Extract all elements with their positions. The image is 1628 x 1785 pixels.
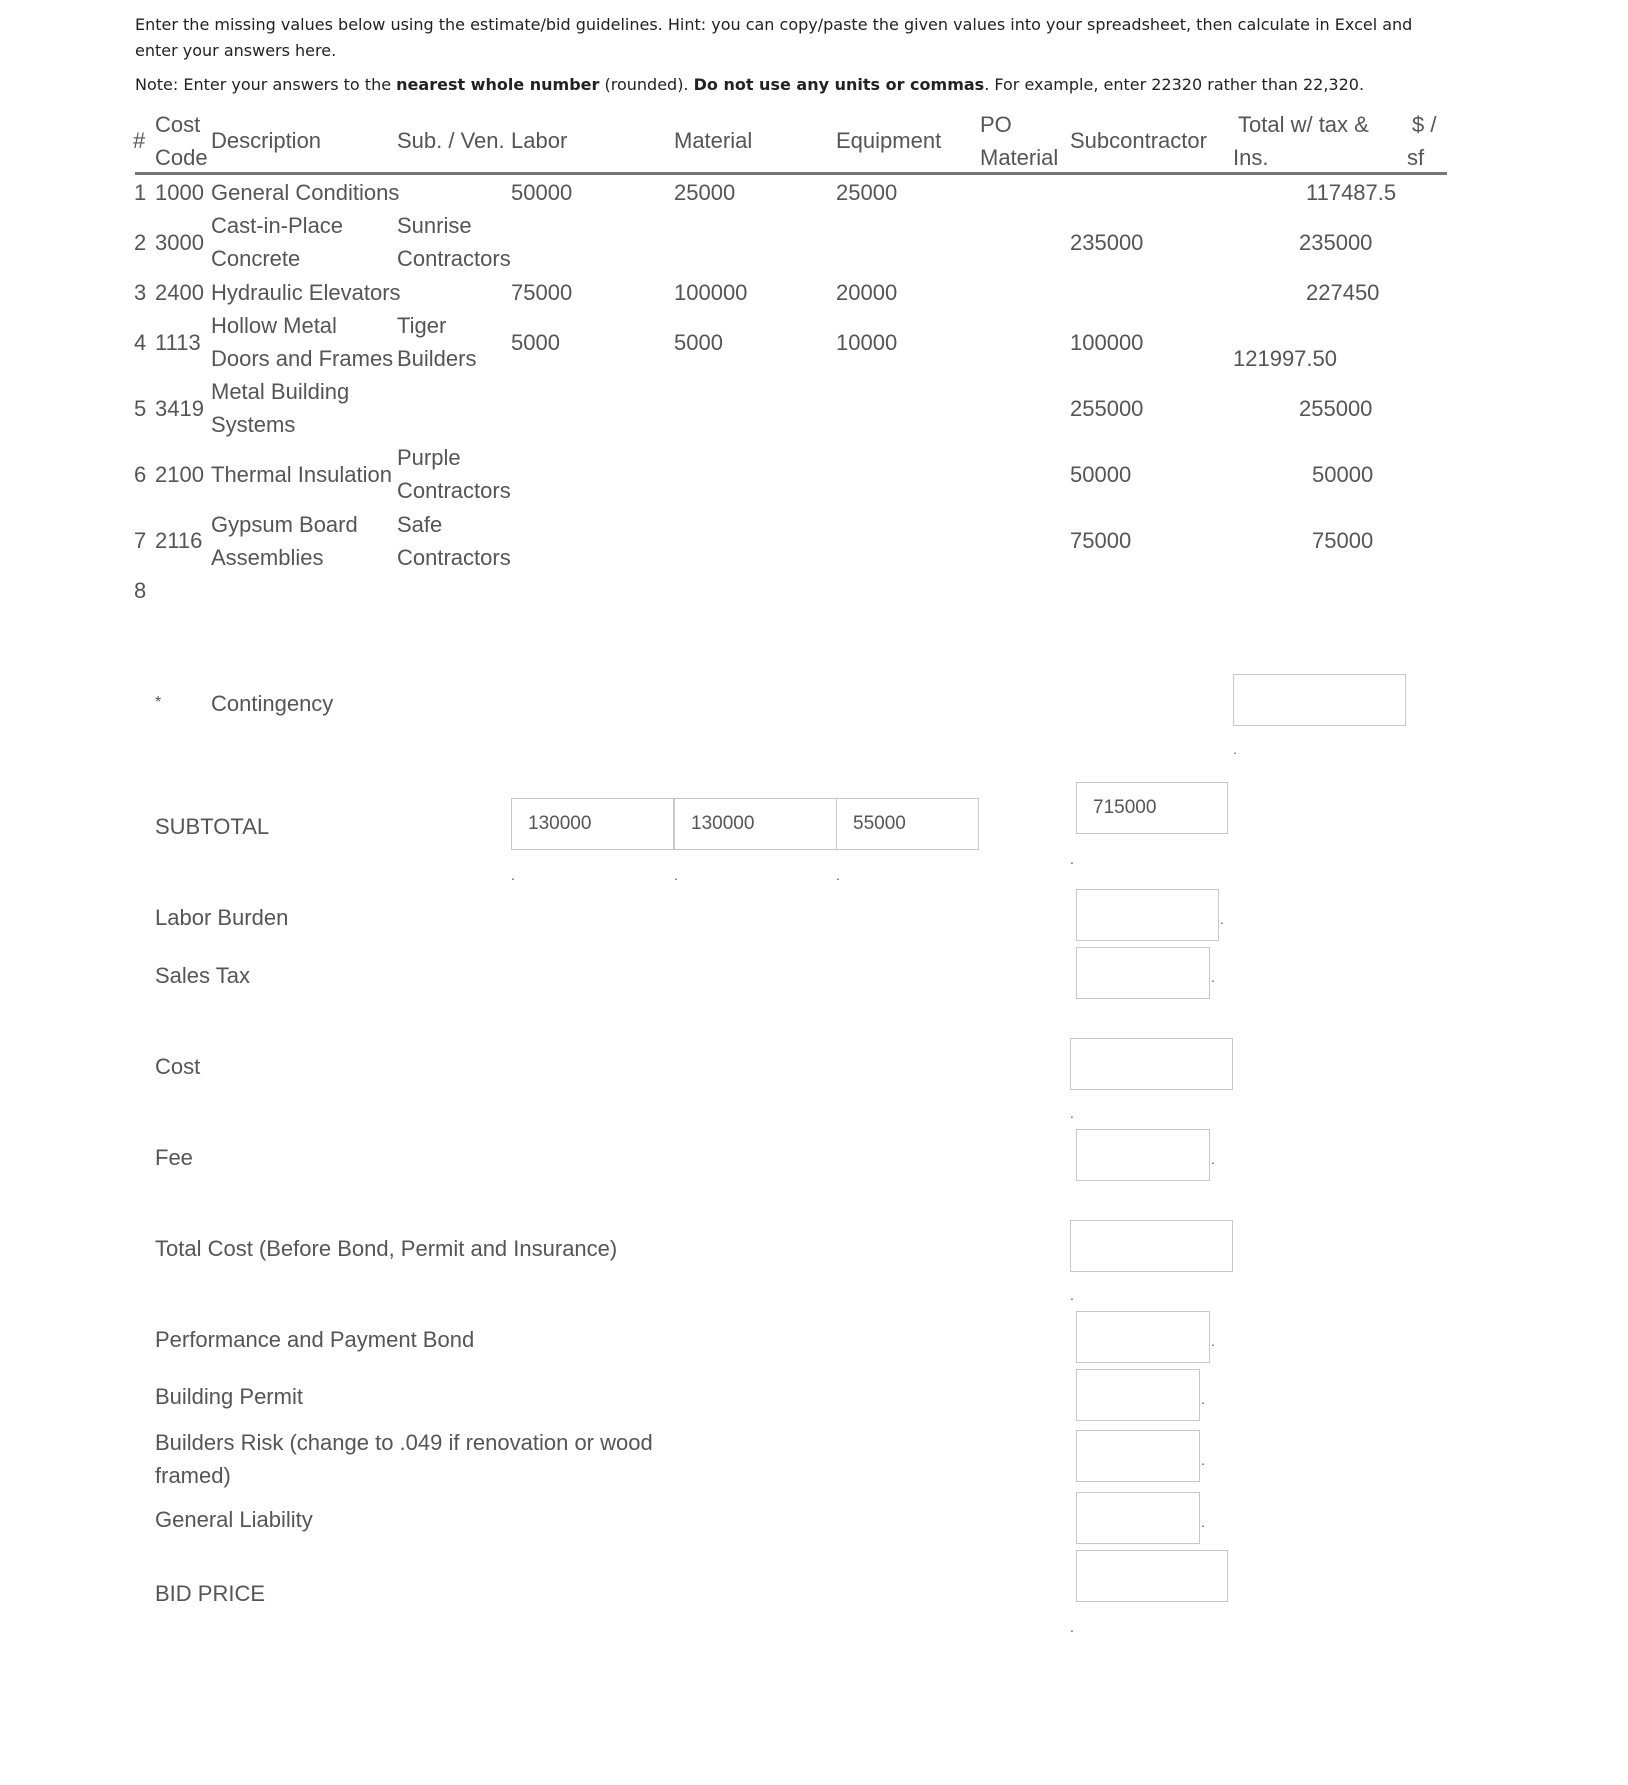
row-4-sub-1: Tiger [397, 313, 447, 338]
row-7-description-1: Gypsum Board [211, 512, 358, 537]
row-1-description: General Conditions [211, 180, 400, 205]
header-description: Description [211, 128, 322, 153]
header-per-sf-2: sf [1407, 145, 1425, 170]
row-4-description-2: Doors and Frames [211, 346, 394, 371]
row-2-sub-2: Contractors [397, 246, 511, 271]
row-7-num: 7 [134, 528, 147, 553]
row-7-description-2: Assemblies [211, 545, 324, 570]
row-2-total: 235000 [1299, 230, 1373, 255]
row-4-material: 5000 [674, 330, 723, 355]
general-liability-dot: . [1201, 1514, 1205, 1530]
note-mid: (rounded). [599, 75, 694, 94]
row-2-num: 2 [134, 230, 147, 255]
row-7-sub-2: Contractors [397, 545, 511, 570]
row-3-code: 2400 [155, 280, 204, 305]
subtotal-labor-input[interactable] [511, 798, 674, 850]
fee-input[interactable] [1076, 1129, 1210, 1181]
note-prefix: Note: Enter your answers to the [135, 75, 397, 94]
subtotal-subcontractor-dot: . [1070, 851, 1074, 867]
subtotal-labor-dot: . [511, 867, 515, 883]
fee-label: Fee [155, 1145, 193, 1170]
row-2-description-2: Concrete [211, 246, 301, 271]
bond-label: Performance and Payment Bond [155, 1327, 475, 1352]
total-cost-input[interactable] [1070, 1220, 1233, 1272]
header-cost-code-1: Cost [155, 112, 201, 137]
contingency-dot: . [1233, 741, 1237, 757]
row-7-sub-1: Safe [397, 512, 443, 537]
row-6-code: 2100 [155, 462, 204, 487]
row-6-total: 50000 [1312, 462, 1374, 487]
sales-tax-input[interactable] [1076, 947, 1210, 999]
total-cost-label: Total Cost (Before Bond, Permit and Insurance) [155, 1236, 618, 1261]
sales-tax-label: Sales Tax [155, 963, 250, 988]
row-2-subcontractor: 235000 [1070, 230, 1144, 255]
row-6-sub-2: Contractors [397, 478, 511, 503]
bid-price-input[interactable] [1076, 1550, 1228, 1602]
header-per-sf-1: $ / [1412, 112, 1437, 137]
row-1-num: 1 [134, 180, 147, 205]
instructions-line-1: Enter the missing values below using the estimate/bid guidelines. Hint: you can copy/paste the given values into your spreadsheet, then calculate in Excel and [135, 15, 1413, 34]
header-subcontractor: Subcontractor [1070, 128, 1207, 153]
header-po-material-2: Material [980, 145, 1059, 170]
labor-burden-dot: . [1220, 911, 1224, 927]
row-3-num: 3 [134, 280, 147, 305]
row-4-code: 1113 [155, 330, 201, 355]
header-material: Material [674, 128, 753, 153]
row-1-labor: 50000 [511, 180, 573, 205]
contingency-label: Contingency [211, 691, 334, 716]
row-5-num: 5 [134, 396, 147, 421]
row-2-code: 3000 [155, 230, 204, 255]
row-3-material: 100000 [674, 280, 748, 305]
row-4-total: 121997.50 [1233, 346, 1337, 371]
header-po-material-1: PO [980, 112, 1012, 137]
cost-input[interactable] [1070, 1038, 1233, 1090]
general-liability-input[interactable] [1076, 1492, 1200, 1544]
subtotal-equipment-dot: . [836, 867, 840, 883]
row-6-description: Thermal Insulation [211, 462, 392, 487]
subtotal-material-input[interactable] [674, 798, 837, 850]
header-equipment: Equipment [836, 128, 942, 153]
row-7-code: 2116 [155, 528, 203, 553]
row-5-code: 3419 [155, 396, 204, 421]
builders-risk-dot: . [1201, 1452, 1205, 1468]
note-suffix: . For example, enter 22320 rather than 22,320. [984, 75, 1365, 94]
subtotal-material-dot: . [674, 867, 678, 883]
permit-dot: . [1201, 1391, 1205, 1407]
row-6-sub-1: Purple [397, 445, 461, 470]
row-4-subcontractor: 100000 [1070, 330, 1144, 355]
row-3-total: 227450 [1306, 280, 1380, 305]
row-3-description: Hydraulic Elevators [211, 280, 401, 305]
note-bold-units: Do not use any units or commas [693, 75, 985, 94]
row-3-labor: 75000 [511, 280, 573, 305]
builders-risk-input[interactable] [1076, 1430, 1200, 1482]
sales-tax-dot: . [1211, 969, 1215, 985]
row-2-sub-1: Sunrise [397, 213, 472, 238]
row-4-labor: 5000 [511, 330, 560, 355]
note-text [135, 75, 1364, 94]
row-5-description-1: Metal Building [211, 379, 350, 404]
subtotal-equipment-input[interactable] [836, 798, 979, 850]
row-1-total: 117487.5 [1306, 180, 1397, 205]
bid-price-dot: . [1070, 1619, 1074, 1635]
row-5-description-2: Systems [211, 412, 296, 437]
row-6-num: 6 [134, 462, 147, 487]
row-6-subcontractor: 50000 [1070, 462, 1132, 487]
row-5-total: 255000 [1299, 396, 1373, 421]
note-bold-rounding: nearest whole number [396, 75, 600, 94]
row-4-equipment: 10000 [836, 330, 898, 355]
total-cost-dot: . [1070, 1287, 1074, 1303]
header-total-2: Ins. [1233, 145, 1269, 170]
row-5-subcontractor: 255000 [1070, 396, 1144, 421]
header-sub-ven: Sub. / Ven. [397, 128, 505, 153]
row-2-description-1: Cast-in-Place [211, 213, 344, 238]
header-cost-code-2: Code [155, 145, 208, 170]
cost-label: Cost [155, 1054, 201, 1079]
header-labor: Labor [511, 128, 568, 153]
builders-risk-label-2: framed) [155, 1463, 231, 1488]
row-4-num: 4 [134, 330, 147, 355]
row-3-equipment: 20000 [836, 280, 898, 305]
row-1-material: 25000 [674, 180, 736, 205]
row-4-description-1: Hollow Metal [211, 313, 337, 338]
labor-burden-label: Labor Burden [155, 905, 289, 930]
bond-input[interactable] [1076, 1311, 1210, 1363]
row-1-equipment: 25000 [836, 180, 898, 205]
subtotal-subcontractor-input[interactable] [1076, 782, 1228, 834]
row-8-num: 8 [134, 578, 147, 603]
contingency-marker: * [155, 694, 162, 711]
header-rule [135, 172, 1447, 175]
cost-dot: . [1070, 1105, 1074, 1121]
row-7-total: 75000 [1312, 528, 1374, 553]
contingency-input[interactable] [1233, 674, 1406, 726]
row-4-sub-2: Builders [397, 346, 477, 371]
fee-dot: . [1211, 1151, 1215, 1167]
general-liability-label: General Liability [155, 1507, 313, 1532]
row-7-subcontractor: 75000 [1070, 528, 1132, 553]
header-num: # [133, 128, 146, 153]
row-1-code: 1000 [155, 180, 204, 205]
bond-dot: . [1211, 1333, 1215, 1349]
labor-burden-input[interactable] [1076, 889, 1219, 941]
subtotal-label: SUBTOTAL [155, 814, 270, 839]
bid-price-label: BID PRICE [155, 1581, 266, 1606]
builders-risk-label-1: Builders Risk (change to .049 if renovation or wood [155, 1430, 653, 1455]
header-total-1: Total w/ tax & [1238, 112, 1369, 137]
instructions-line-2: enter your answers here. [135, 41, 337, 60]
permit-label: Building Permit [155, 1384, 303, 1409]
permit-input[interactable] [1076, 1369, 1200, 1421]
